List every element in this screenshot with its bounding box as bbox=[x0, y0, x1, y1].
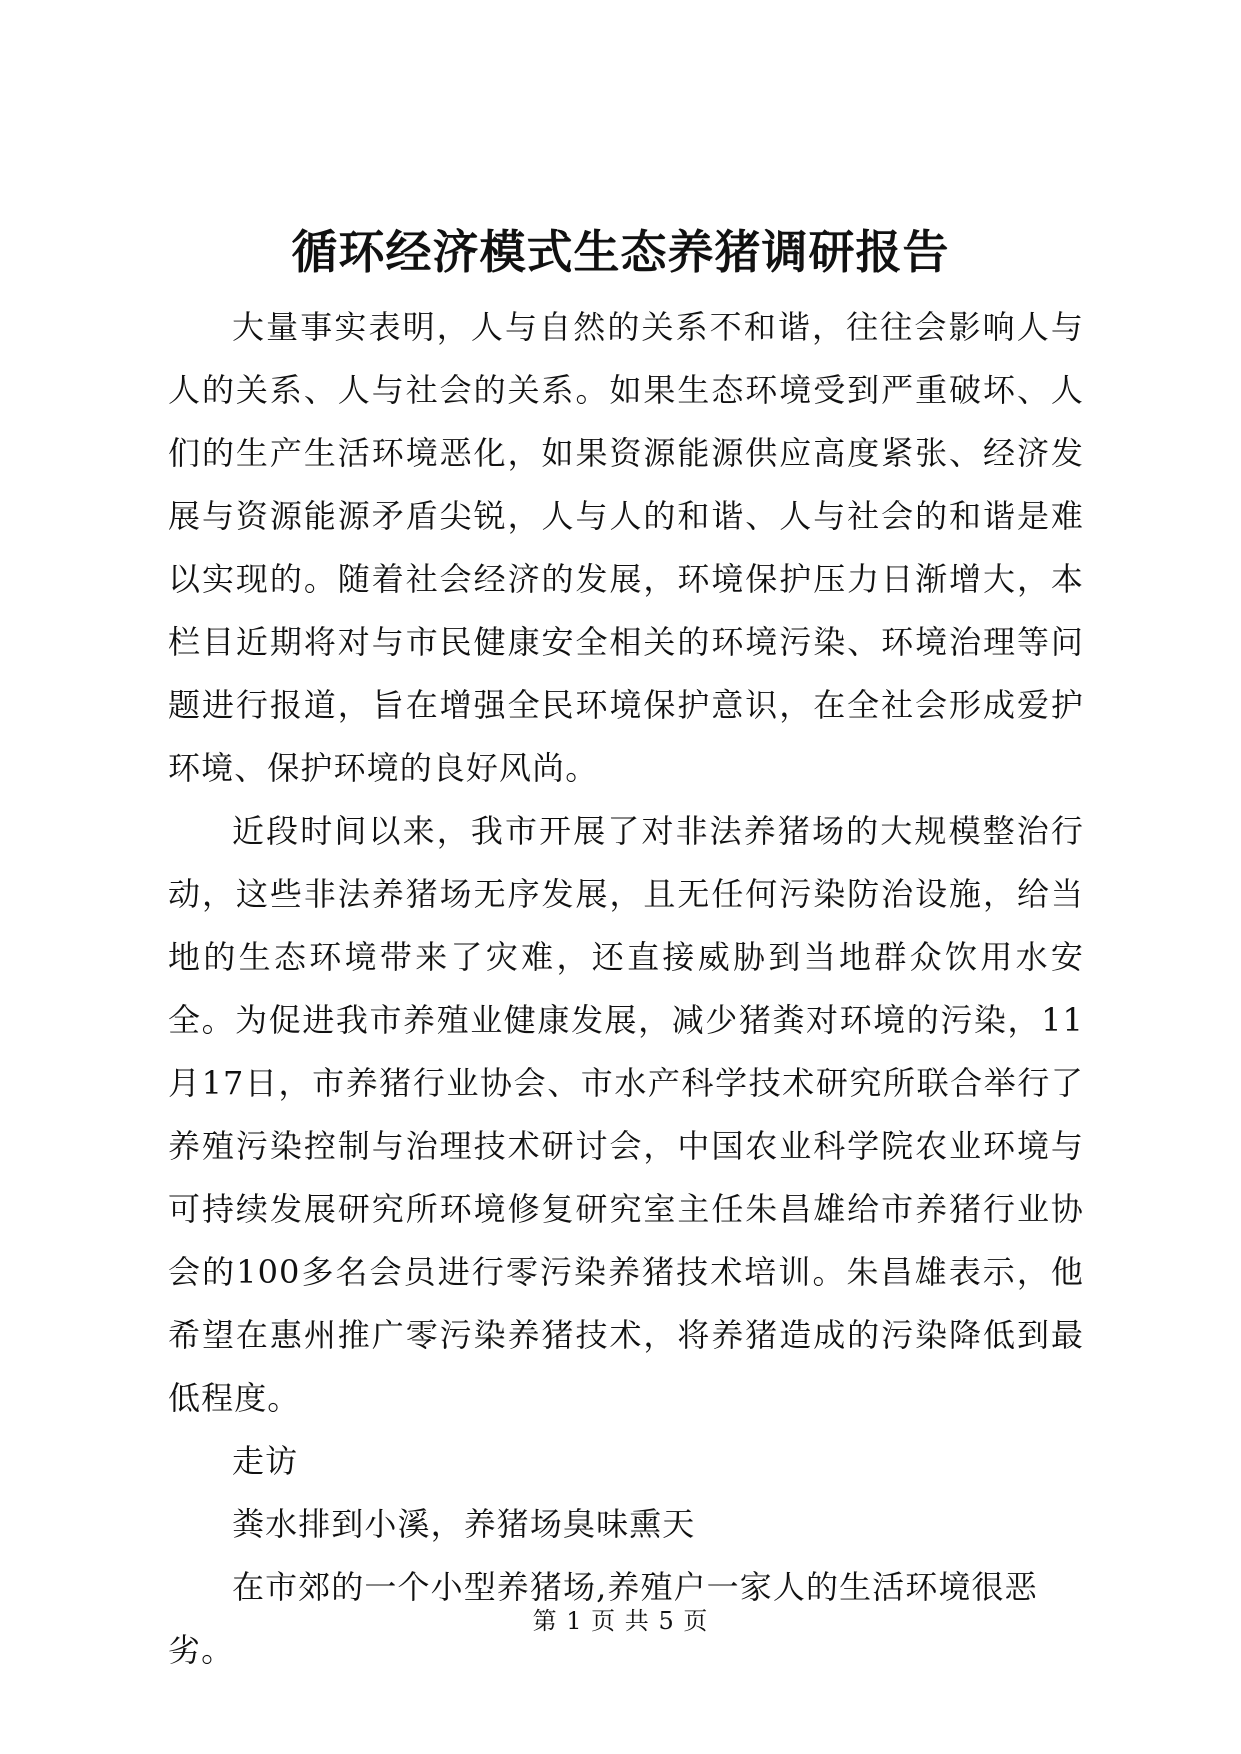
document-body bbox=[168, 296, 1084, 1682]
section-heading-visit: 走访 bbox=[232, 1442, 299, 1480]
paragraph-intro: 大量事实表明，人与自然的关系不和谐，往往会影响人与人的关系、人与社会的关系。如果生态环境受到严重破坏、人们的生产生活环境恶化，如果资源能源供应高度紧张、经济发展与资源能源矛盾尖锐，人与人的和谐、人与社会的和谐是难以实现的。随着社会经济的发展，环境保护压力日渐增大，本栏目近期将对与市民健康安全相关的环境污染、环境治理等问题进行报道，旨在增强全民环境保护意识，在全社会形成爱护环境、保护环境的良好风尚。 bbox=[168, 308, 1084, 787]
document-title: 循环经济模式生态养猪调研报告 bbox=[291, 225, 950, 279]
paragraph-campaign: 近段时间以来，我市开展了对非法养猪场的大规模整治行动，这些非法养猪场无序发展，且无任何污染防治设施，给当地的生态环境带来了灾难，还直接威胁到当地群众饮用水安全。为促进我市养殖业健康发展，减少猪粪对环境的污染，11月17日，市养猪行业协会、市水产科学技术研究所联合举行了养殖污染控制与治理技术研讨会，中国农业科学院农业环境与可持续发展研究所环境修复研究室主任朱昌雄给市养猪行业协会的100多名会员进行零污染养猪技术培训。朱昌雄表示，他希望在惠州推广零污染养猪技术，将养猪造成的污染降低到最低程度。 bbox=[168, 812, 1084, 1417]
subheading-sewage: 粪水排到小溪，养猪场臭味熏天 bbox=[232, 1505, 696, 1543]
page-number-footer: 第 1 页 共 5 页 bbox=[532, 1607, 709, 1635]
paragraph-farm: 在市郊的一个小型养猪场,养殖户一家人的生活环境很恶劣。 bbox=[168, 1568, 1038, 1669]
